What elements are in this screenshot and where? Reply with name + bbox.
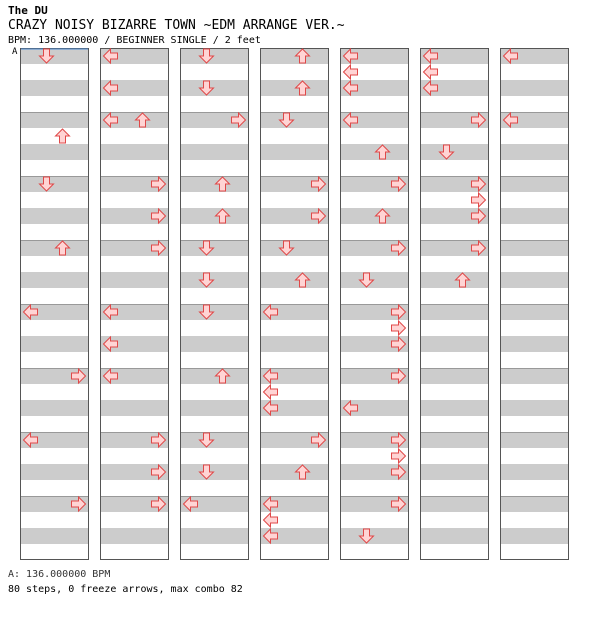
beat-stripe [500,272,569,288]
beat-stripe [180,528,249,544]
beat-stripe [20,144,89,160]
author-name: The DU [8,4,48,17]
beat-stripe [260,112,329,128]
beat-stripe [20,240,89,256]
beat-stripe [260,272,329,288]
beat-stripe [180,432,249,448]
beat-stripe [180,144,249,160]
beat-stripe [420,528,489,544]
beat-stripe [420,432,489,448]
beat-stripe [500,144,569,160]
beat-stripe [180,464,249,480]
beat-stripe [20,208,89,224]
beat-stripe [500,400,569,416]
beat-stripe [180,336,249,352]
beat-stripe [260,144,329,160]
bpm-marker-label: A [12,47,18,57]
beat-stripe [420,464,489,480]
beat-stripe [500,80,569,96]
beat-stripe [20,464,89,480]
song-title: CRAZY NOISY BIZARRE TOWN ~EDM ARRANGE VER.~ [8,18,345,33]
beat-stripe [500,368,569,384]
beat-stripe [500,464,569,480]
beat-stripe [20,48,89,64]
beat-stripe [260,48,329,64]
beat-stripe [180,272,249,288]
beat-stripe [420,496,489,512]
beat-stripe [100,144,169,160]
beat-stripe [20,336,89,352]
beat-stripe [340,208,409,224]
beat-stripe [260,240,329,256]
step-stats: 80 steps, 0 freeze arrows, max combo 82 [8,584,243,595]
beat-stripe [340,528,409,544]
beat-stripe [180,80,249,96]
beat-stripe [180,48,249,64]
beat-stripe [180,176,249,192]
beat-stripe [20,400,89,416]
beat-stripe [20,112,89,128]
beat-stripe [420,400,489,416]
beat-stripe [20,272,89,288]
beat-stripe [260,80,329,96]
beat-stripe [500,240,569,256]
beat-stripe [260,464,329,480]
beat-stripe [100,400,169,416]
beat-stripe [20,176,89,192]
beat-stripe [180,304,249,320]
beat-stripe [500,304,569,320]
bpm-summary: A: 136.000000 BPM [8,569,111,580]
beat-stripe [180,208,249,224]
beat-stripe [100,528,169,544]
beat-stripe [420,144,489,160]
beat-stripe [420,336,489,352]
beat-stripe [180,400,249,416]
chart-info: BPM: 136.000000 / BEGINNER SINGLE / 2 feet [8,35,261,46]
beat-stripe [20,528,89,544]
beat-stripe [500,432,569,448]
beat-stripe [180,240,249,256]
beat-stripe [180,368,249,384]
beat-stripe [420,368,489,384]
beat-stripe [340,272,409,288]
beat-stripe [500,336,569,352]
beat-stripe [500,528,569,544]
beat-stripe [500,496,569,512]
beat-stripe [260,336,329,352]
beat-stripe [340,144,409,160]
beat-stripe [20,80,89,96]
beat-stripe [420,304,489,320]
beat-stripe [500,176,569,192]
beat-stripe [420,272,489,288]
beat-stripe [100,272,169,288]
beat-stripe [500,208,569,224]
